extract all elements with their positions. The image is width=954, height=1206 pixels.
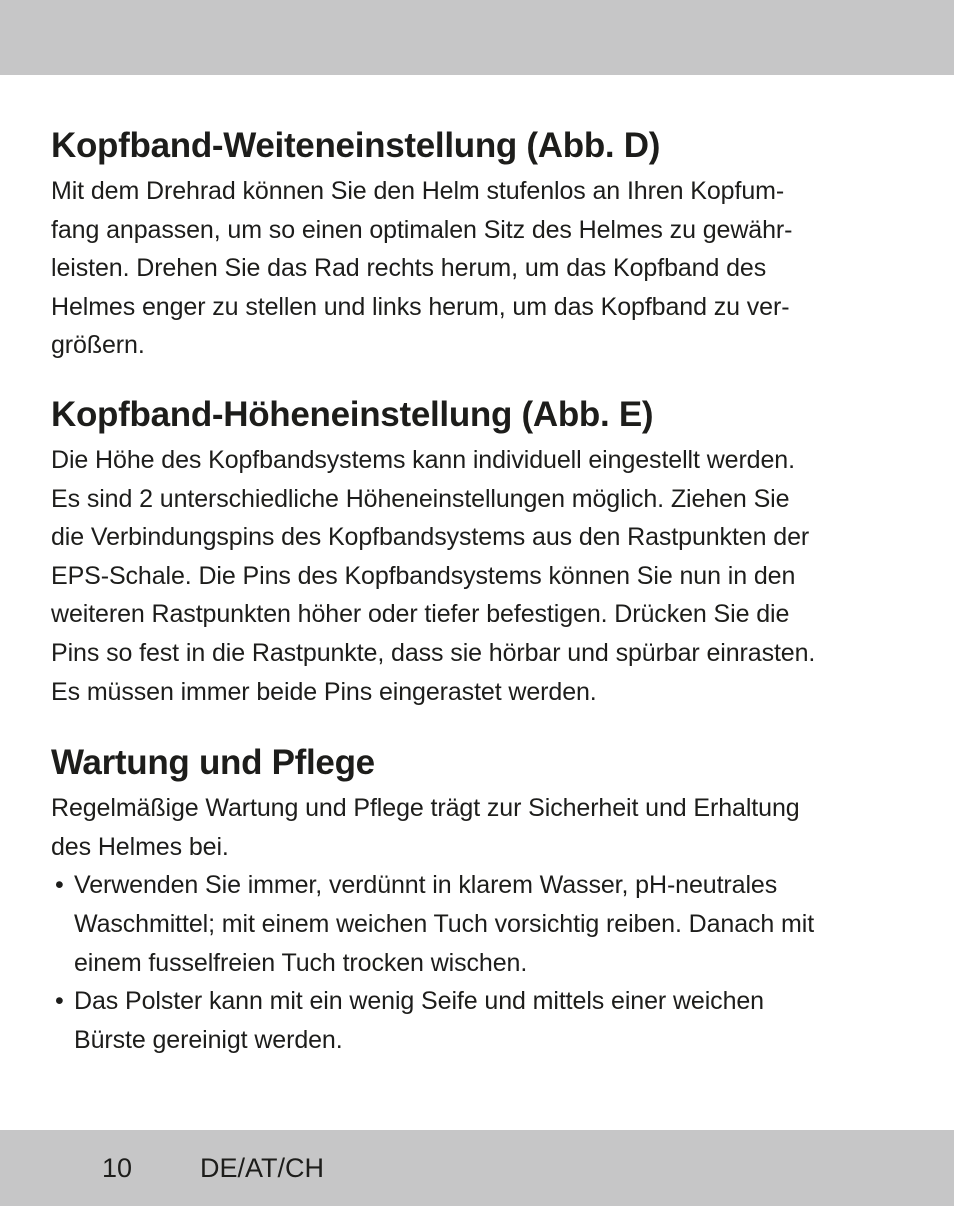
text-line: Es sind 2 unterschiedliche Höheneinstellungen möglich. Ziehen Sie (51, 484, 790, 513)
header-bar (0, 0, 954, 75)
section-heading: Kopfband-Weiteneinstellung (Abb. D) (51, 126, 661, 165)
text-line: Helmes enger zu stellen und links herum, um das Kopfband zu ver- (51, 292, 790, 321)
text-line: Pins so fest in die Rastpunkte, dass sie hörbar und spürbar einrasten. (51, 638, 816, 667)
text-line: einem fusselfreien Tuch trocken wischen. (74, 948, 528, 977)
bullet-list (51, 866, 911, 1059)
text-line: Mit dem Drehrad können Sie den Helm stufenlos an Ihren Kopfum- (51, 177, 785, 205)
text-line: fang anpassen, um so einen optimalen Sitz des Helmes zu gewähr- (51, 215, 793, 244)
text-line: weiteren Rastpunkten höher oder tiefer befestigen. Drücken Sie die (51, 600, 790, 629)
section-kopfband-hoehe (51, 389, 911, 711)
footer-bar (0, 1130, 954, 1206)
section-paragraph (51, 172, 911, 365)
text-line: die Verbindungspins des Kopfbandsystems aus den Rastpunkten der (51, 523, 810, 552)
section-paragraph (51, 789, 911, 866)
section-paragraph (51, 441, 911, 711)
text-line: Bürste gereinigt werden. (74, 1025, 343, 1054)
text-line: Es müssen immer beide Pins eingerastet werden. (51, 677, 597, 706)
region-label: DE/AT/CH (200, 1153, 325, 1183)
section-heading: Kopfband-Höheneinstellung (Abb. E) (51, 394, 654, 434)
page-content (51, 120, 911, 1059)
text-line: Das Polster kann mit ein wenig Seife und mittels einer weichen (74, 987, 764, 1016)
section-heading: Wartung und Pflege (51, 743, 375, 783)
bullet-icon: • (55, 987, 64, 1016)
text-line: Die Höhe des Kopfbandsystems kann individuell eingestellt werden. (51, 445, 795, 474)
text-line: Verwenden Sie immer, verdünnt in klarem Wasser, pH-neutrales (74, 871, 778, 900)
section-kopfband-weite (51, 120, 911, 365)
text-line: EPS-Schale. Die Pins des Kopfbandsystems können Sie nun in den (51, 561, 796, 590)
section-wartung-pflege (51, 737, 911, 1059)
page-number: 10 (102, 1153, 133, 1183)
bullet-icon: • (55, 871, 64, 900)
list-item (51, 982, 911, 1059)
text-line: Waschmittel; mit einem weichen Tuch vorsichtig reiben. Danach mit (74, 909, 815, 938)
text-line: Regelmäßige Wartung und Pflege trägt zur Sicherheit und Erhaltung (51, 794, 800, 823)
text-line: größern. (51, 331, 145, 360)
list-item (51, 866, 911, 982)
text-line: des Helmes bei. (51, 832, 229, 861)
text-line: leisten. Drehen Sie das Rad rechts herum, um das Kopfband des (51, 254, 767, 283)
